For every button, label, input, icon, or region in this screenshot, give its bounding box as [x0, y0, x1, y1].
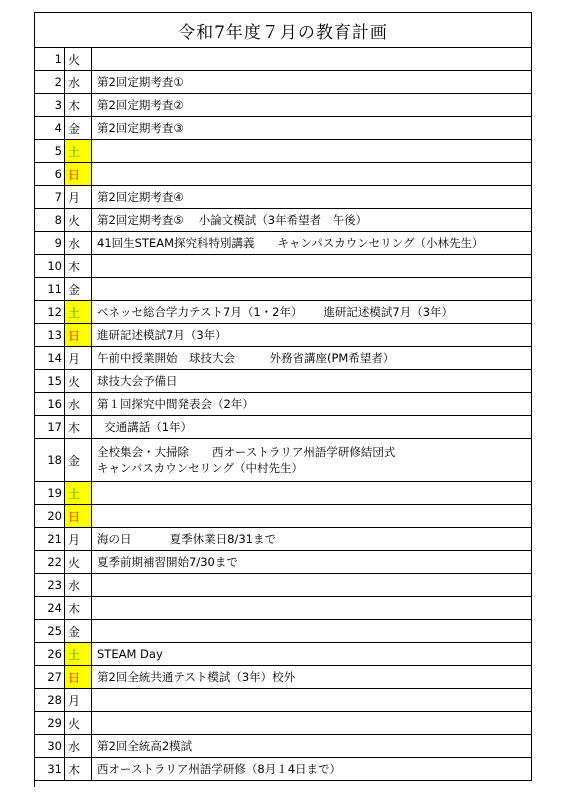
- day-number: 31: [35, 758, 65, 780]
- event-cell: [92, 209, 531, 231]
- event-text: 午前中授業開始 球技大会 外務省講座(PM希望者）: [97, 351, 395, 365]
- day-of-week: 火: [65, 551, 92, 573]
- day-row: [35, 324, 531, 347]
- day-row: [35, 94, 531, 117]
- day-row: [35, 689, 531, 712]
- day-of-week: 火: [65, 209, 92, 231]
- day-row: [35, 597, 531, 620]
- day-number: 2: [35, 71, 65, 93]
- event-text: 第2回定期考査④: [97, 190, 184, 204]
- day-of-week: 月: [65, 186, 92, 208]
- day-number: 3: [35, 94, 65, 116]
- event-text: ベネッセ総合学力テスト7月（1・2年） 進研記述模試7月（3年）: [97, 305, 454, 319]
- day-row: [35, 528, 531, 551]
- day-row: [35, 735, 531, 758]
- day-row: [35, 393, 531, 416]
- day-of-week: 土: [65, 482, 92, 504]
- day-number: 1: [35, 48, 65, 70]
- event-cell: [92, 712, 531, 734]
- day-row: [35, 301, 531, 324]
- day-row: [35, 186, 531, 209]
- day-number: 4: [35, 117, 65, 139]
- event-cell: [92, 117, 531, 139]
- event-cell: [92, 482, 531, 504]
- day-of-week: 土: [65, 643, 92, 665]
- event-cell: [92, 574, 531, 596]
- day-row: [35, 666, 531, 689]
- event-cell: [92, 597, 531, 619]
- event-text: 第2回定期考査②: [97, 98, 184, 112]
- event-text: 交通講話（1年）: [97, 420, 193, 434]
- plan-sheet: [34, 12, 532, 787]
- day-row: [35, 574, 531, 597]
- day-number: 24: [35, 597, 65, 619]
- event-cell: [92, 393, 531, 415]
- day-number: 26: [35, 643, 65, 665]
- day-number: 7: [35, 186, 65, 208]
- day-number: 11: [35, 278, 65, 300]
- day-of-week: 日: [65, 505, 92, 527]
- event-cell: [92, 439, 531, 481]
- day-number: 21: [35, 528, 65, 550]
- event-cell: [92, 666, 531, 688]
- day-of-week: 月: [65, 347, 92, 369]
- event-cell: [92, 324, 531, 346]
- event-cell: [92, 347, 531, 369]
- event-text: 41回生STEAM探究科特別講義 キャンパスカウンセリング（小林先生）: [97, 236, 484, 250]
- day-number: 23: [35, 574, 65, 596]
- day-number: 13: [35, 324, 65, 346]
- day-of-week: 土: [65, 301, 92, 323]
- event-cell: [92, 643, 531, 665]
- event-cell: [92, 278, 531, 300]
- event-cell: [92, 528, 531, 550]
- day-number: 15: [35, 370, 65, 392]
- day-row: [35, 71, 531, 94]
- day-of-week: 水: [65, 232, 92, 254]
- event-cell: [92, 94, 531, 116]
- event-text: 第2回定期考査③: [97, 121, 184, 135]
- day-number: 9: [35, 232, 65, 254]
- day-number: 20: [35, 505, 65, 527]
- day-row: [35, 551, 531, 574]
- day-of-week: 火: [65, 712, 92, 734]
- day-row: [35, 416, 531, 439]
- day-number: 18: [35, 439, 65, 481]
- event-cell: [92, 620, 531, 642]
- day-number: 17: [35, 416, 65, 438]
- day-row: [35, 163, 531, 186]
- event-text: 海の日 夏季休業日8/31まで: [97, 532, 276, 546]
- day-number: 28: [35, 689, 65, 711]
- day-row: [35, 643, 531, 666]
- event-cell: [92, 232, 531, 254]
- event-text: 第2回全統共通テスト模試（3年）校外: [97, 670, 296, 684]
- day-number: 8: [35, 209, 65, 231]
- day-row: [35, 140, 531, 163]
- day-number: 29: [35, 712, 65, 734]
- day-number: 14: [35, 347, 65, 369]
- day-number: 22: [35, 551, 65, 573]
- day-number: 10: [35, 255, 65, 277]
- day-of-week: 水: [65, 71, 92, 93]
- event-cell: [92, 48, 531, 70]
- day-of-week: 月: [65, 528, 92, 550]
- event-cell: [92, 255, 531, 277]
- day-number: 25: [35, 620, 65, 642]
- day-of-week: 月: [65, 689, 92, 711]
- day-row: [35, 505, 531, 528]
- day-number: 6: [35, 163, 65, 185]
- event-cell: [92, 186, 531, 208]
- event-text: 夏季前期補習開始7/30まで: [97, 555, 238, 569]
- day-row: [35, 439, 531, 482]
- day-of-week: 金: [65, 620, 92, 642]
- event-text: 進研記述模試7月（3年）: [97, 328, 227, 342]
- event-text: キャンパスカウンセリング（中村先生）: [97, 461, 303, 475]
- day-number: 30: [35, 735, 65, 757]
- day-of-week: 木: [65, 758, 92, 780]
- event-text: 第１回探究中間発表会（2年）: [97, 397, 254, 411]
- event-cell: [92, 689, 531, 711]
- day-of-week: 金: [65, 439, 92, 481]
- page-title: 令和7年度７月の教育計画: [34, 12, 532, 48]
- day-row: [35, 370, 531, 393]
- event-cell: [92, 140, 531, 162]
- day-of-week: 木: [65, 597, 92, 619]
- day-of-week: 木: [65, 416, 92, 438]
- day-row: [35, 48, 531, 71]
- day-number: 16: [35, 393, 65, 415]
- day-of-week: 木: [65, 94, 92, 116]
- event-text: 第2回定期考査①: [97, 75, 184, 89]
- event-text: 全校集会・大掃除 西オーストラリア州語学研修結団式: [97, 445, 396, 459]
- day-row: [35, 278, 531, 301]
- event-cell: [92, 416, 531, 438]
- event-text: 第2回全統高2模試: [97, 739, 193, 753]
- day-row: [35, 209, 531, 232]
- event-cell: [92, 163, 531, 185]
- day-of-week: 日: [65, 324, 92, 346]
- day-number: 12: [35, 301, 65, 323]
- event-cell: [92, 505, 531, 527]
- day-number: 5: [35, 140, 65, 162]
- day-of-week: 水: [65, 393, 92, 415]
- calendar-table: [34, 48, 532, 781]
- event-text: 第2回定期考査⑤ 小論文模試（3年希望者 午後）: [97, 213, 368, 227]
- day-row: [35, 758, 531, 781]
- event-cell: [92, 551, 531, 573]
- day-of-week: 木: [65, 255, 92, 277]
- day-number: 19: [35, 482, 65, 504]
- event-cell: [92, 370, 531, 392]
- day-row: [35, 255, 531, 278]
- day-of-week: 土: [65, 140, 92, 162]
- day-of-week: 水: [65, 735, 92, 757]
- day-of-week: 水: [65, 574, 92, 596]
- event-cell: [92, 301, 531, 323]
- day-row: [35, 347, 531, 370]
- event-text: 球技大会予備日: [97, 374, 178, 388]
- day-of-week: 火: [65, 370, 92, 392]
- day-of-week: 火: [65, 48, 92, 70]
- event-cell: [92, 735, 531, 757]
- event-cell: [92, 758, 531, 780]
- day-of-week: 日: [65, 666, 92, 688]
- day-number: 27: [35, 666, 65, 688]
- day-row: [35, 117, 531, 140]
- event-text: STEAM Day: [97, 647, 163, 661]
- day-row: [35, 620, 531, 643]
- table-continuation: [34, 781, 64, 787]
- day-row: [35, 482, 531, 505]
- event-cell: [92, 71, 531, 93]
- day-of-week: 日: [65, 163, 92, 185]
- day-row: [35, 712, 531, 735]
- day-row: [35, 232, 531, 255]
- day-of-week: 金: [65, 278, 92, 300]
- day-of-week: 金: [65, 117, 92, 139]
- event-text: 西オーストラリア州語学研修（8月１4日まで）: [97, 762, 342, 776]
